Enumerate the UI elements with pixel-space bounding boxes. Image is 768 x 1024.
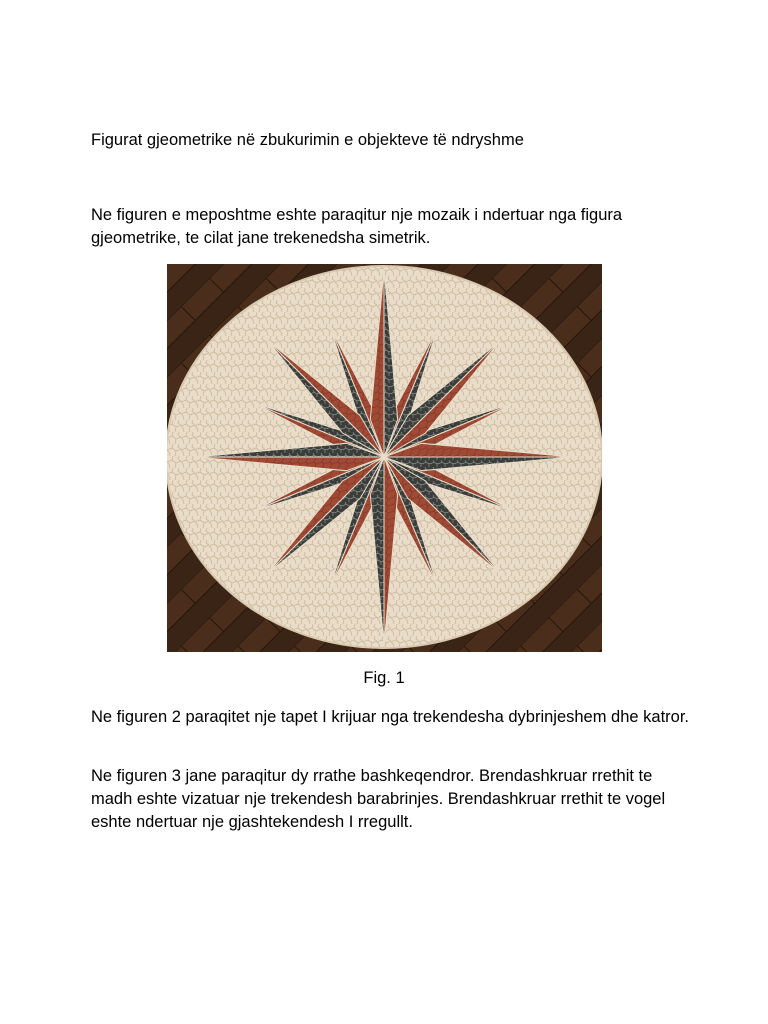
document-title: Figurat gjeometrike në zbukurimin e objekteve të ndryshme	[91, 131, 524, 149]
paragraph-figure-2: Ne figuren 2 paraqitet nje tapet I krijuar nga trekendesha dybrinjeshem dhe katror.	[91, 708, 690, 726]
figure-caption: Fig. 1	[363, 669, 405, 687]
compass-rose-mosaic-image	[167, 264, 602, 652]
paragraph-figure-3: Ne figuren 3 jane paraqitur dy rrathe bashkeqendror. Brendashkruar rrethit te madh eshte vizatuar nje trekendesh barabrinjes. Brendashkruar rrethit te vogel eshte ndertuar nje gjashtekendesh I rregullt.	[91, 767, 666, 831]
mosaic-figure	[167, 264, 602, 652]
paragraph-mosaic-intro: Ne figuren e meposhtme eshte paraqitur nje mozaik i ndertuar nga figura gjeometrike, te cilat jane trekenedsha simetrik.	[91, 206, 623, 247]
